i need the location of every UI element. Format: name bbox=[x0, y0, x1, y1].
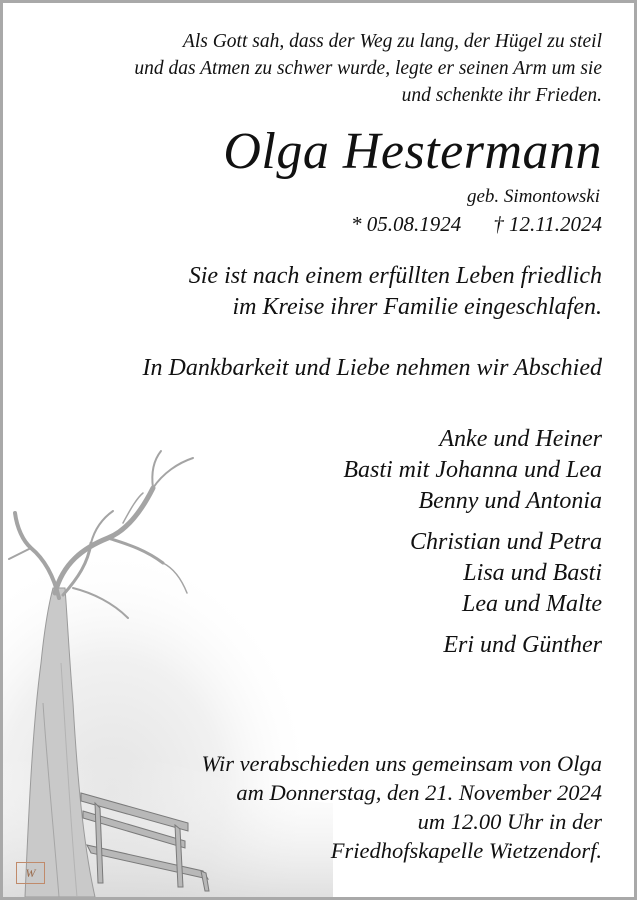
service-line: um 12.00 Uhr in der bbox=[417, 809, 602, 834]
family-member: Lea und Malte bbox=[462, 591, 602, 617]
service-line: Friedhofskapelle Wietzendorf. bbox=[330, 838, 602, 863]
farewell-line: In Dankbarkeit und Liebe nehmen wir Abschied bbox=[142, 355, 602, 381]
family-member: Eri und Günther bbox=[443, 632, 602, 658]
service-details bbox=[201, 749, 602, 865]
quote-line: und das Atmen zu schwer wurde, legte er seinen Arm um sie bbox=[134, 58, 602, 79]
message-line: Sie ist nach einem erfüllten Leben friedlich bbox=[188, 263, 602, 289]
quote-line: Als Gott sah, dass der Weg zu lang, der Hügel zu steil bbox=[182, 31, 602, 52]
deceased-name: Olga Hestermann bbox=[223, 123, 602, 180]
family-group bbox=[343, 424, 602, 517]
family-member: Basti mit Johanna und Lea bbox=[343, 457, 602, 483]
quote-line: und schenkte ihr Frieden. bbox=[401, 85, 602, 106]
birth-date: * 05.08.1924 bbox=[351, 212, 462, 236]
publisher-logo-icon: W bbox=[16, 862, 45, 884]
family-member: Benny und Antonia bbox=[418, 488, 602, 514]
family-member: Anke und Heiner bbox=[439, 426, 602, 452]
message-line: im Kreise ihrer Familie eingeschlafen. bbox=[232, 294, 602, 320]
service-line: am Donnerstag, den 21. November 2024 bbox=[236, 780, 602, 805]
quote bbox=[42, 28, 602, 109]
message bbox=[189, 261, 602, 323]
family-group bbox=[443, 630, 602, 661]
family-member: Lisa und Basti bbox=[463, 560, 602, 586]
maiden-name: geb. Simontowski bbox=[467, 186, 600, 207]
death-date: † 12.11.2024 bbox=[493, 212, 602, 236]
service-line: Wir verabschieden uns gemeinsam von Olga bbox=[201, 751, 602, 776]
family-group bbox=[410, 527, 602, 620]
family-member: Christian und Petra bbox=[409, 529, 602, 555]
life-dates bbox=[351, 211, 602, 237]
